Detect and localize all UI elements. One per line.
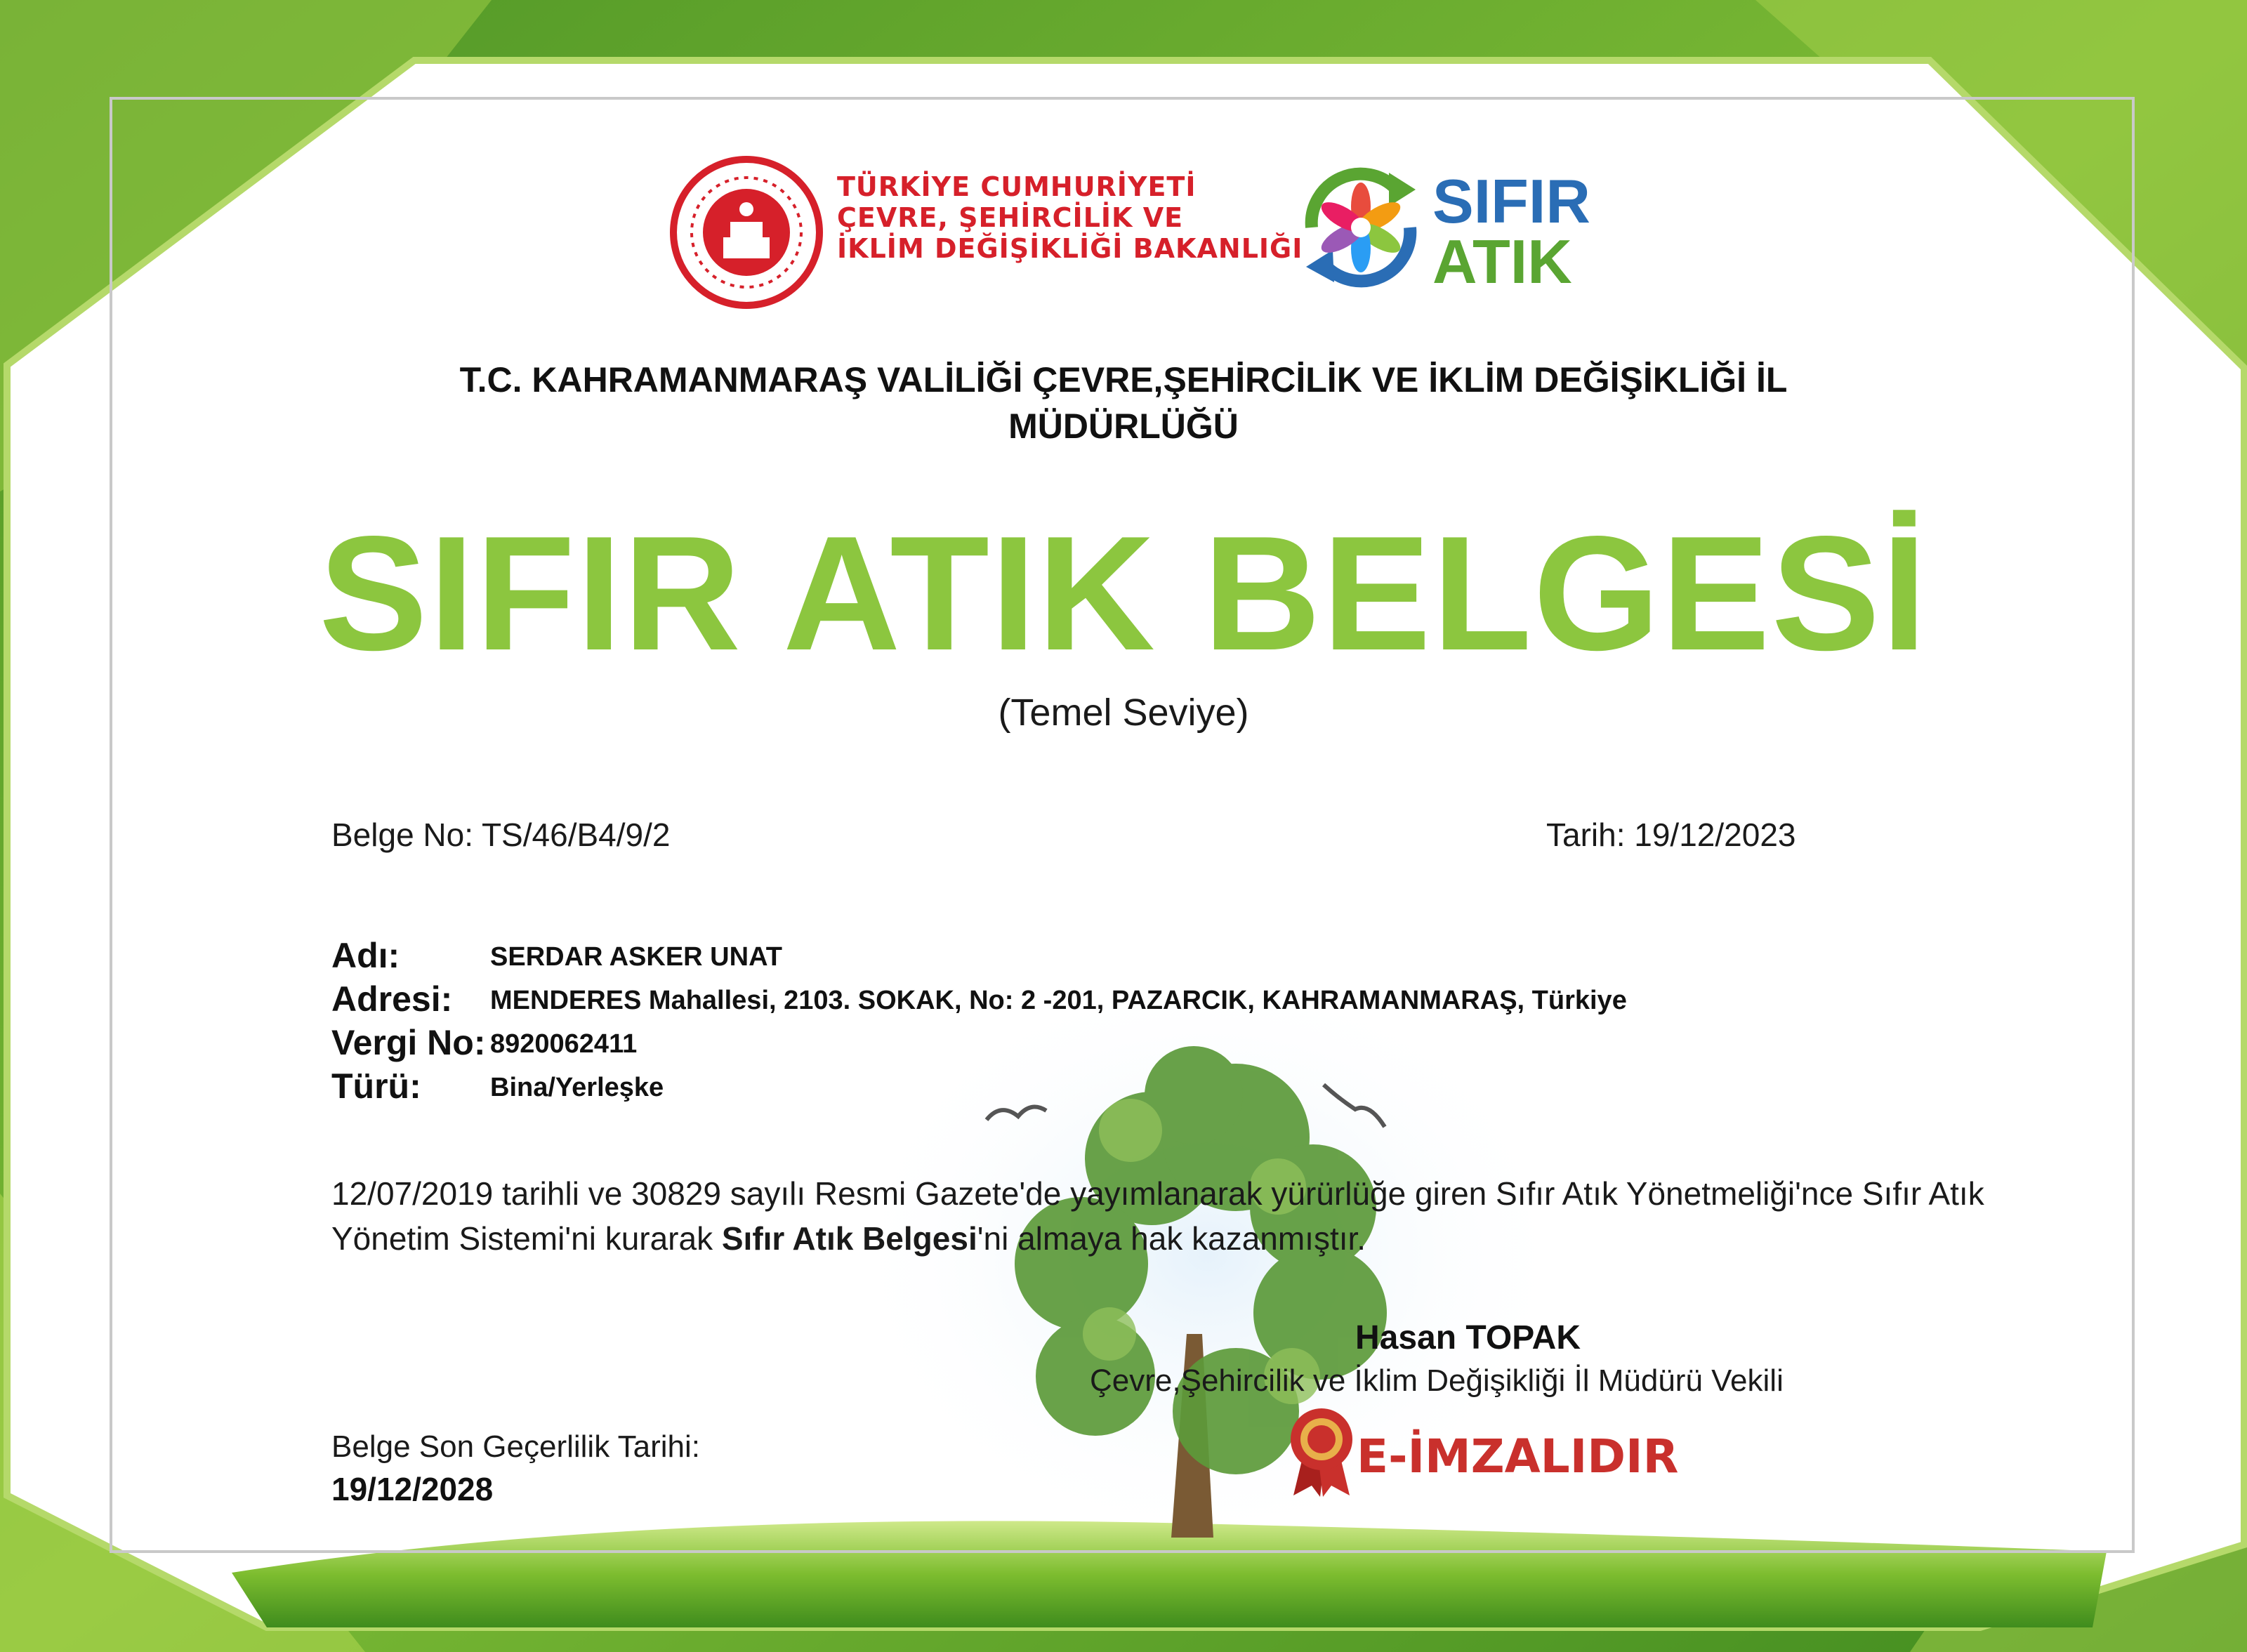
- zero-waste-logo-line-2: ATIK: [1432, 227, 1572, 296]
- certificate-level: (Temel Seviye): [998, 692, 1249, 734]
- issuer-heading-line-1: T.C. KAHRAMANMARAŞ VALİLİĞİ ÇEVRE,ŞEHİRCİLİK VE İKLİM DEĞİŞİKLİĞİ İL: [459, 360, 1788, 399]
- document-number: Belge No: TS/46/B4/9/2: [331, 817, 671, 853]
- field-label-address: Adresi:: [331, 979, 453, 1019]
- field-value-tax-no: 8920062411: [490, 1029, 638, 1059]
- validity-label: Belge Son Geçerlilik Tarihi:: [331, 1429, 700, 1464]
- validity-date: 19/12/2028: [331, 1471, 494, 1507]
- ministry-line-2: ÇEVRE, ŞEHİRCİLİK VE: [837, 202, 1184, 233]
- issuer-heading-line-2: MÜDÜRLÜĞÜ: [1008, 407, 1239, 446]
- zero-waste-logo-line-1: SIFIR: [1432, 166, 1590, 236]
- statement-text-before: 12/07/2019 tarihli ve 30829 sayılı Resmi Gazete'de yayımlanarak yürürlüğe giren Sıfır Atık Yönetmeliği'nce Sıfır Atık Yönetim Sistemi'ni kurarak: [331, 1175, 1984, 1257]
- ministry-emblem-icon: [668, 154, 824, 310]
- field-value-type: Bina/Yerleşke: [490, 1073, 664, 1102]
- ministry-line-3: İKLİM DEĞİŞİKLİĞİ BAKANLIĞI: [837, 233, 1303, 264]
- issue-date: Tarih: 19/12/2023: [1546, 817, 1796, 853]
- field-value-address: MENDERES Mahallesi, 2103. SOKAK, No: 2 -201, PAZARCIK, KAHRAMANMARAŞ, Türkiye: [490, 986, 1627, 1015]
- field-label-name: Adı:: [331, 936, 400, 975]
- field-label-type: Türü:: [331, 1066, 421, 1106]
- signer-name: Hasan TOPAK: [1355, 1319, 1581, 1356]
- certificate-statement: [331, 1171, 2017, 1261]
- ministry-line-1: TÜRKİYE CUMHURİYETİ: [837, 171, 1197, 202]
- statement-text-after: 'ni almaya hak kazanmıştır.: [977, 1220, 1366, 1257]
- e-signed-label: E-İMZALIDIR: [1357, 1429, 1679, 1484]
- e-signature-seal-icon: [1288, 1406, 1355, 1497]
- ministry-logo-text: [837, 171, 1303, 264]
- zero-waste-flower-icon: [1291, 157, 1431, 298]
- field-value-name: SERDAR ASKER UNAT: [490, 942, 782, 972]
- field-label-tax-no: Vergi No:: [331, 1023, 486, 1062]
- certificate-title: SIFIR ATIK BELGESİ: [319, 503, 1928, 685]
- statement-text-bold: Sıfır Atık Belgesi: [721, 1220, 977, 1257]
- signer-title: Çevre,Şehircilik ve İklim Değişikliği İl Müdürü Vekili: [1090, 1363, 1784, 1398]
